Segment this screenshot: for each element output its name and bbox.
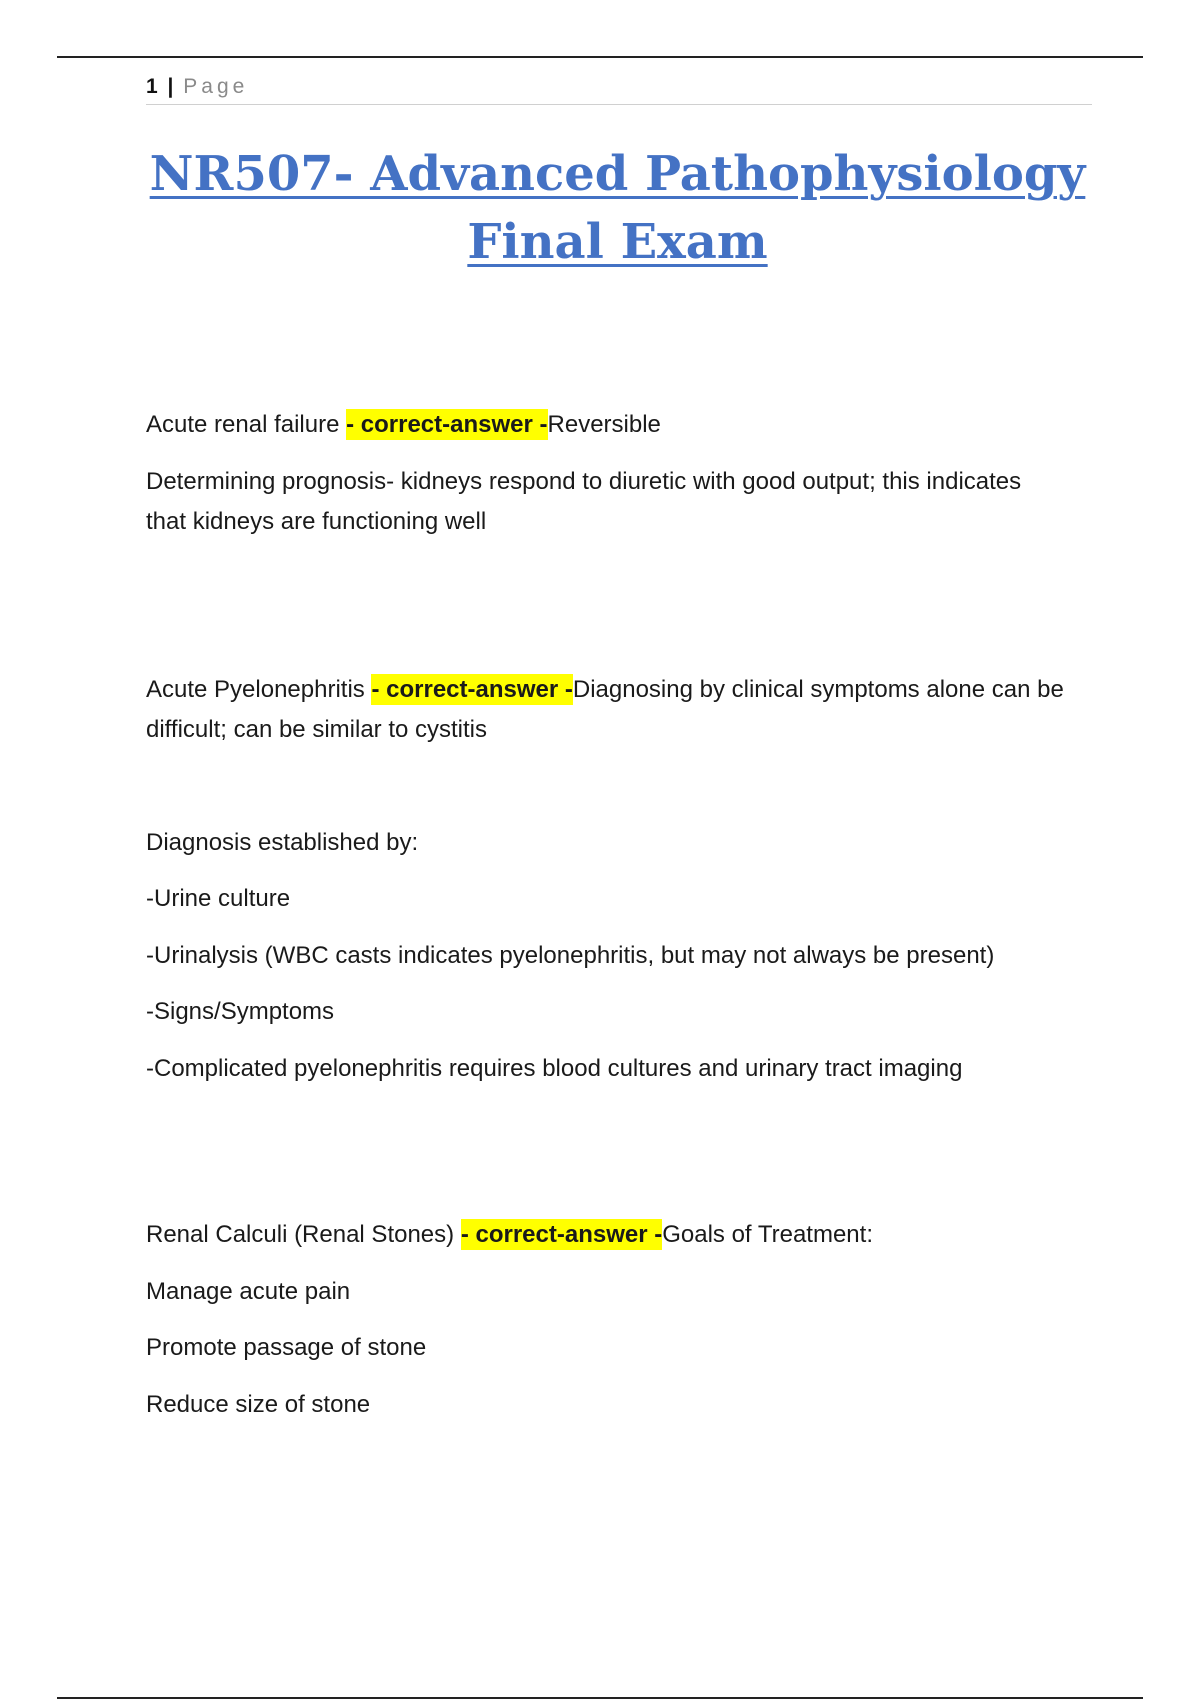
card-3-detail-item: Promote passage of stone <box>146 1334 427 1361</box>
card-2-question <box>146 670 1096 750</box>
card-2-answer: Diagnosing by clinical symptoms alone can be difficult; can be similar to cystitis <box>146 676 1064 743</box>
card-2-detail-item: -Complicated pyelonephritis requires blood cultures and urinary tract imaging <box>146 1055 963 1082</box>
card-2-detail-item: -Signs/Symptoms <box>146 998 335 1025</box>
page-label: Page <box>183 75 249 98</box>
card-3-detail-item: Manage acute pain <box>146 1278 351 1305</box>
card-2-term: Acute Pyelonephritis <box>146 676 372 703</box>
card-3-answer-marker: - correct-answer - <box>460 1221 663 1248</box>
card-3-answer: Goals of Treatment: <box>662 1221 873 1248</box>
bottom-rule <box>57 1697 1143 1699</box>
card-1-answer-marker: - correct-answer - <box>346 411 548 438</box>
card-3-question <box>146 1215 1096 1255</box>
card-2-answer-marker: - correct-answer - <box>371 676 573 703</box>
document-title: NR507- Advanced Pathophysiology Final Exam <box>149 146 1086 270</box>
card-2-detail-heading: Diagnosis established by: <box>146 829 419 856</box>
card-1-term: Acute renal failure <box>146 411 347 438</box>
card-3-detail-item: Reduce size of stone <box>146 1391 371 1418</box>
card-1-detail: Determining prognosis- kidneys respond to diuretic with good output; this indicates that kidneys are functioning well <box>146 468 1022 535</box>
card-2-detail-item: -Urinalysis (WBC casts indicates pyelonephritis, but may not always be present) <box>146 942 995 969</box>
page-number: 1 <box>146 75 158 98</box>
card-2-detail-item: -Urine culture <box>146 885 291 912</box>
page-header <box>146 74 1092 105</box>
header-separator: | <box>167 75 174 98</box>
card-1-answer: Reversible <box>547 411 661 438</box>
card-1-question <box>146 405 1096 445</box>
top-rule <box>57 56 1143 58</box>
card-3-term: Renal Calculi (Renal Stones) <box>146 1221 461 1248</box>
